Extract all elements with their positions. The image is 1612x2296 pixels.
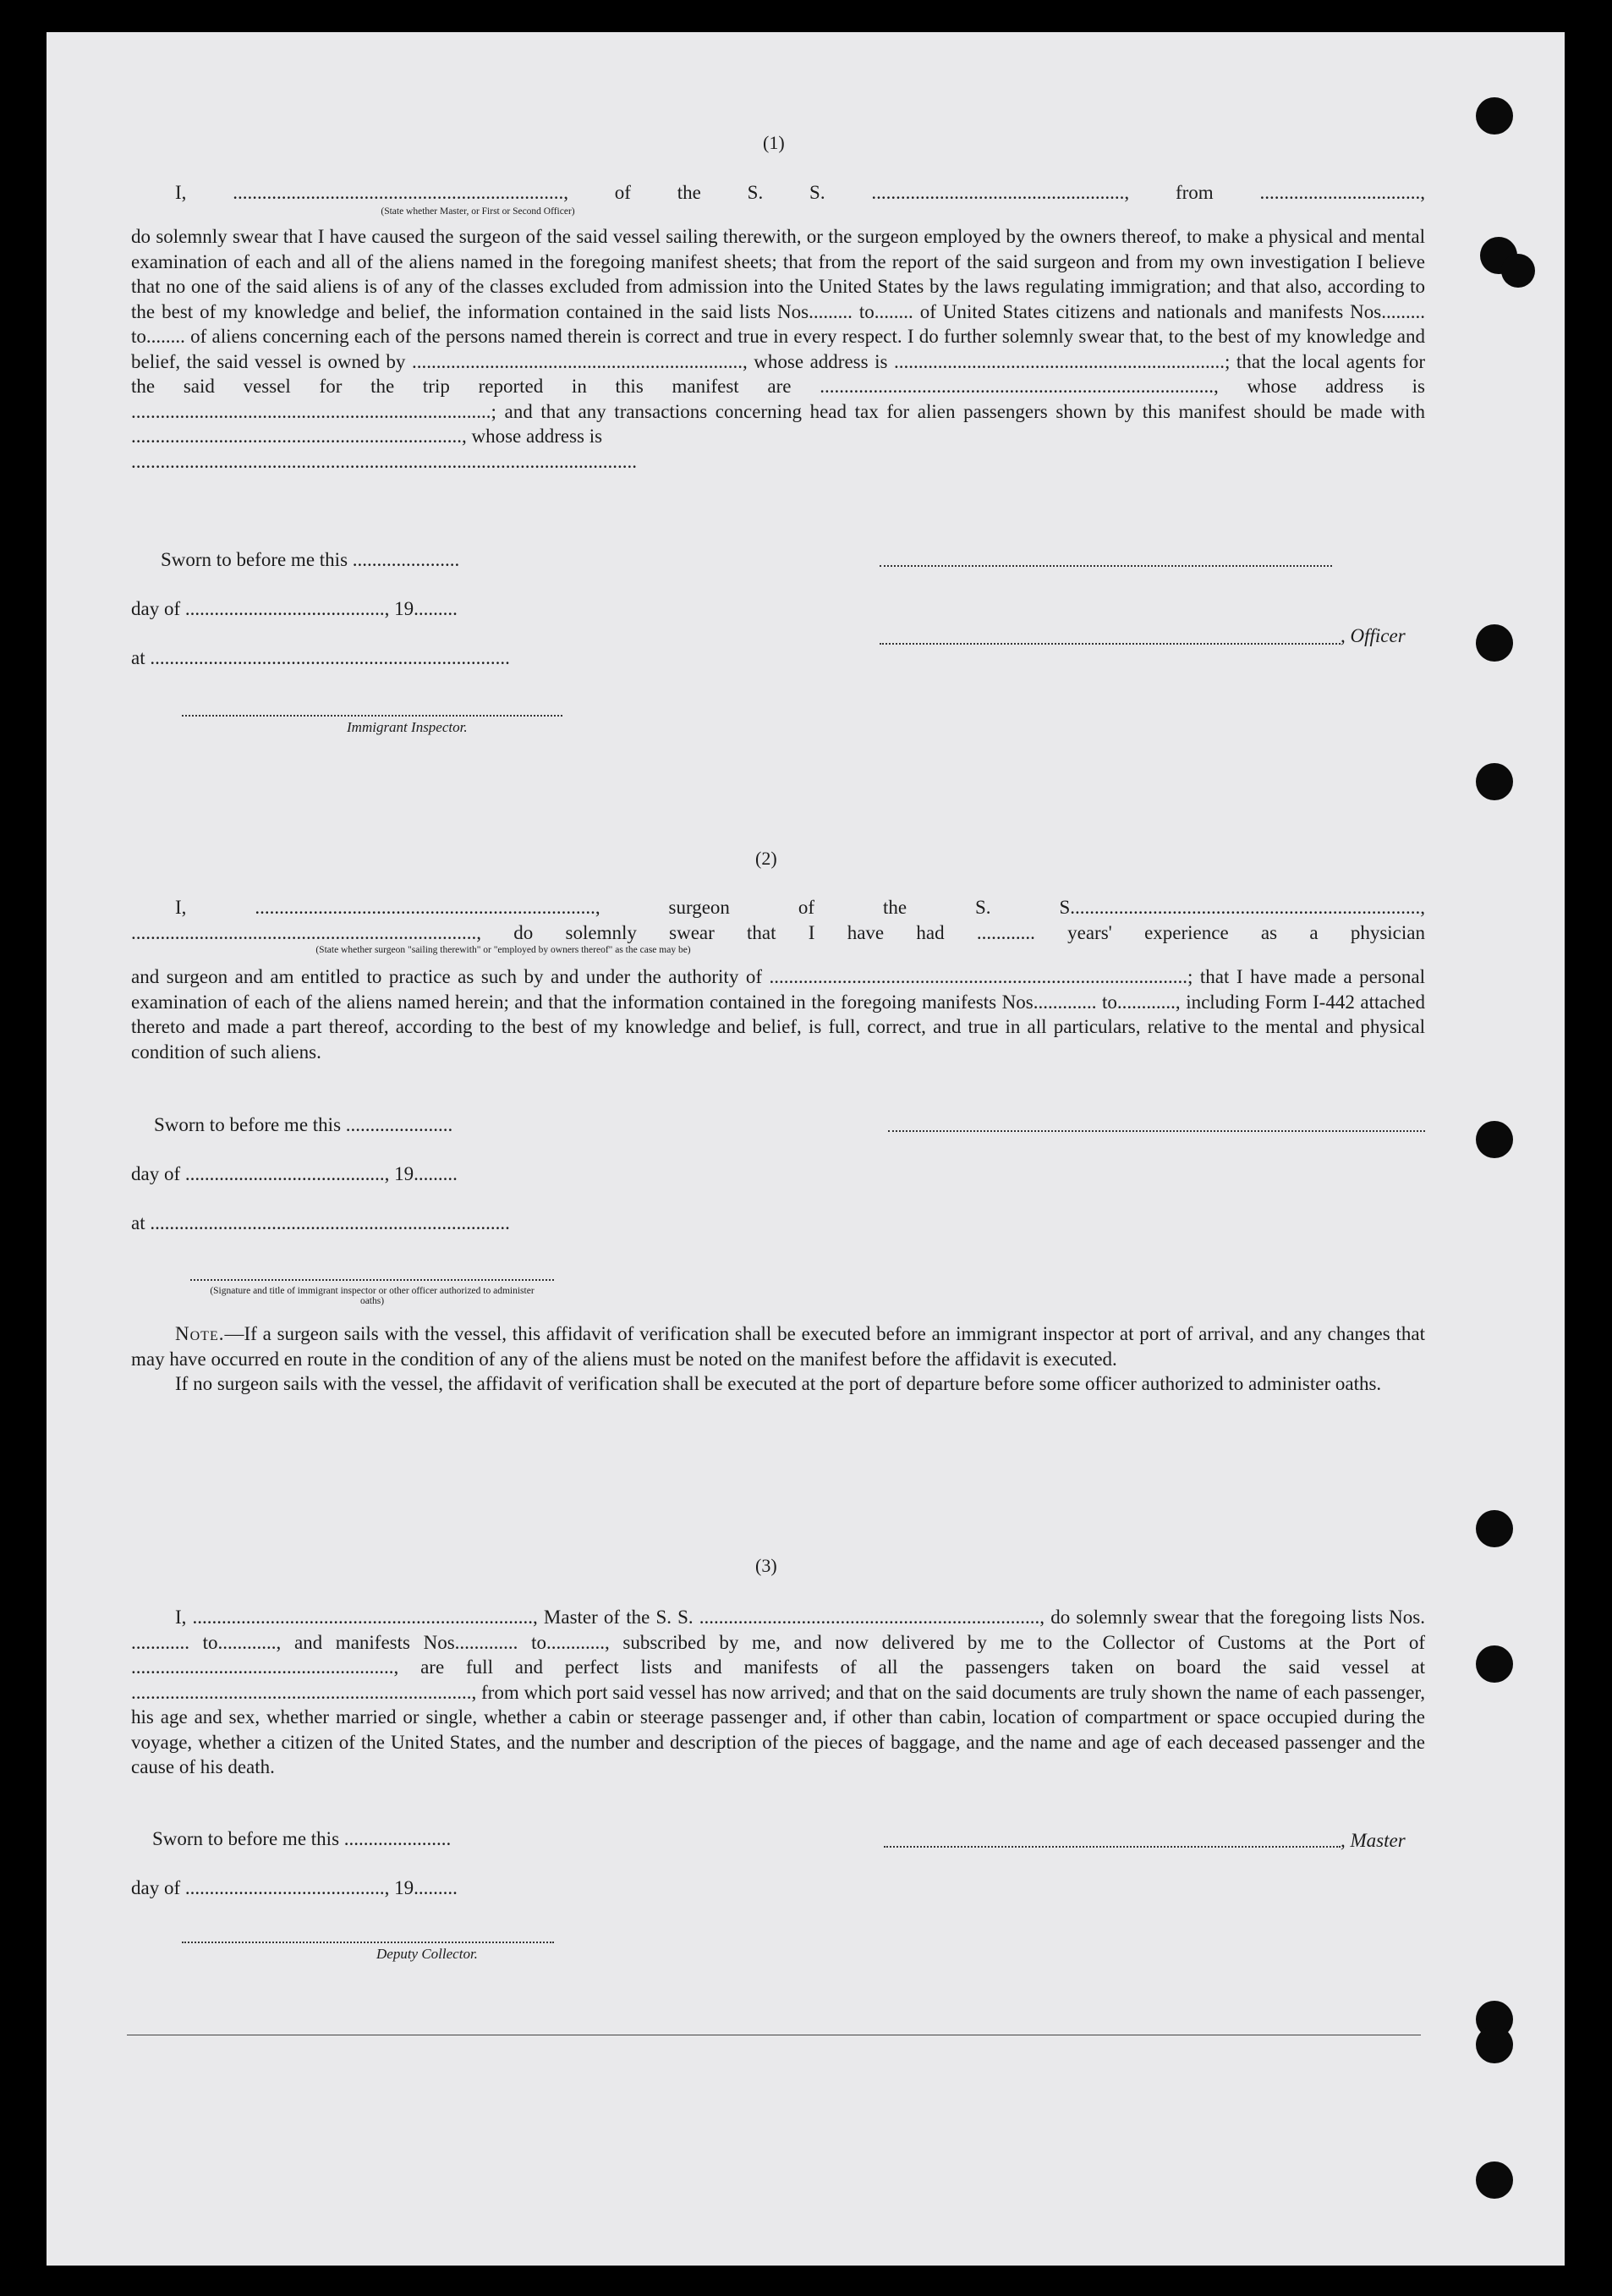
punch-hole — [1476, 97, 1513, 135]
note-text: —If a surgeon sails with the vessel, this affidavit of verification shall be executed before an immigrant inspector at port of arrival, and any changes that may have occurred en route in the condition of any of the aliens must be noted on the manifest before the affidavit is executed. — [131, 1323, 1425, 1370]
section-1-oath-text: do solemnly swear that I have caused the surgeon of the said vessel sailing therewith, or the surgeon employed by the owners thereof, to make a physical and mental examination of each and all of the aliens named in the foregoing manifest sheets; that from the report of the said surgeon and from my own investigation I believe that no one of the said aliens is of any of the classes excluded from admission into the United States by the laws regulating immigration; and that also, according to the best of my knowledge and belief, the information contained in the said lists Nos......... to........ of United States citizens and nationals and manifests Nos......... to........ of aliens concerning each of the persons named therein is correct and true in every respect. I do further solemnly swear that, to the best of my knowledge and belief, the said vessel is owned by ...................................................................., whose address is ....................................................................; that the local agents for the said vessel for the trip reported in this manifest are ................................................................................., whose address is ..........................................................................; and that any transactions concerning head tax for alien passengers shown by this manifest should be made with ...................................................................., whose address is — [131, 226, 1425, 447]
section-2-inspector-signature-line — [190, 1279, 554, 1281]
section-3-collector-signature-line — [182, 1942, 554, 1943]
section-1-number: (1) — [763, 132, 785, 153]
section-1-officer-signature-line — [880, 643, 1341, 645]
section-2-surgeon-signature-line — [888, 1130, 1425, 1132]
section-1-master-signature-line — [880, 565, 1332, 567]
punch-hole — [1476, 624, 1513, 662]
section-2-line1: I, ......................................................................, surgeon of the S. S........................................................................, — [175, 897, 1425, 918]
day-line: day of ........................................., 19......... — [131, 1877, 458, 1898]
section-3-master-label: , Master — [1341, 1830, 1406, 1851]
punch-hole — [1476, 1510, 1513, 1547]
sworn-line: Sworn to before me this ...................... — [161, 549, 460, 570]
punch-hole — [1476, 2026, 1513, 2063]
section-2-number: (2) — [755, 848, 777, 869]
note-paragraph-2: If no surgeon sails with the vessel, the affidavit of verification shall be executed at the port of departure before some officer authorized to administer oaths. — [175, 1373, 1382, 1394]
section-2-note — [131, 1321, 1425, 1397]
section-1-officer-label: , Officer — [1341, 625, 1406, 646]
sworn-line: Sworn to before me this ...................... — [154, 1114, 453, 1135]
section-2-header — [131, 895, 1425, 945]
punch-hole — [1501, 254, 1535, 288]
note-label: Note. — [175, 1323, 225, 1344]
section-3-number: (3) — [755, 1555, 777, 1576]
section-3-collector-label: Deputy Collector. — [376, 1946, 478, 1962]
punch-hole — [1476, 1645, 1513, 1683]
sworn-line: Sworn to before me this ...................... — [152, 1828, 452, 1849]
section-2-sworn-block — [131, 1113, 510, 1261]
punch-hole — [1476, 1121, 1513, 1158]
note-paragraph-1 — [131, 1321, 1425, 1371]
section-2-signature-note: (Signature and title of immigrant inspector or other officer authorized to administer oaths) — [210, 1286, 535, 1306]
punch-hole — [1476, 2161, 1513, 2199]
section-1-inspector-label: Immigrant Inspector. — [347, 719, 468, 735]
day-line: day of ........................................., 19......... — [131, 598, 458, 619]
section-1-line1: I, ...................................................................., of the S. S. ...................................................., from ................................., — [175, 182, 1425, 203]
section-2-line2: ......................................................................., do solemnly swear that I have had ............ years' experience as a physician — [131, 921, 1425, 943]
section-1-body — [131, 180, 1425, 206]
at-line: at .......................................................................... — [131, 647, 510, 668]
section-2-oath-text: and surgeon and am entitled to practice as such by and under the authority of ......................................................................................; that I have made a personal examination of each of the aliens named herein; and that the information contained in the foregoing manifests Nos............. to............, including Form I-442 attached thereto and made a part thereof, according to the best of my knowledge and belief, is full, correct, and true in all particulars, relative to the mental and physical condition of such aliens. — [131, 966, 1425, 1063]
section-3-master-signature-line — [884, 1846, 1341, 1848]
section-2-paragraph — [131, 964, 1425, 1064]
section-3-sworn-block — [131, 1827, 458, 1925]
section-2-surgeon-note: (State whether surgeon "sailing therewith" or "employed by owners thereof" as the case may be) — [315, 945, 691, 955]
section-1-sworn-block — [131, 548, 510, 695]
at-line: at .......................................................................... — [131, 1212, 510, 1233]
section-1-paragraph — [131, 224, 1425, 474]
section-3-paragraph — [131, 1605, 1425, 1780]
section-3-oath-text: I, ......................................................................, Master of the S. S. ......................................................................, do solemnly swear that the foregoing lists Nos. ............ to............, and manifests Nos............. to............, subscribed by me, and now delivered by me to the Collector of Customs at the Port of ......................................................, are full and perfect lists and manifests of all the passengers taken on board the said vessel at ......................................................................, from which port said vessel has now arrived; and that on the said documents are truly shown the name of each passenger, his age and sex, whether married or single, whether a cabin or steerage passenger and, if other than cabin, location of compartment or space occupied during the voyage, whether a citizen of the United States, and the number and description of the pieces of baggage, and the name and age of each deceased passenger and the cause of his death. — [131, 1607, 1425, 1777]
section-1-oath-end: ........................................................................................................ — [131, 450, 637, 472]
section-1-officer-note: (State whether Master, or First or Second Officer) — [381, 206, 575, 217]
day-line: day of ........................................., 19......... — [131, 1163, 458, 1184]
punch-hole — [1476, 763, 1513, 800]
section-1-inspector-signature-line — [182, 715, 562, 717]
